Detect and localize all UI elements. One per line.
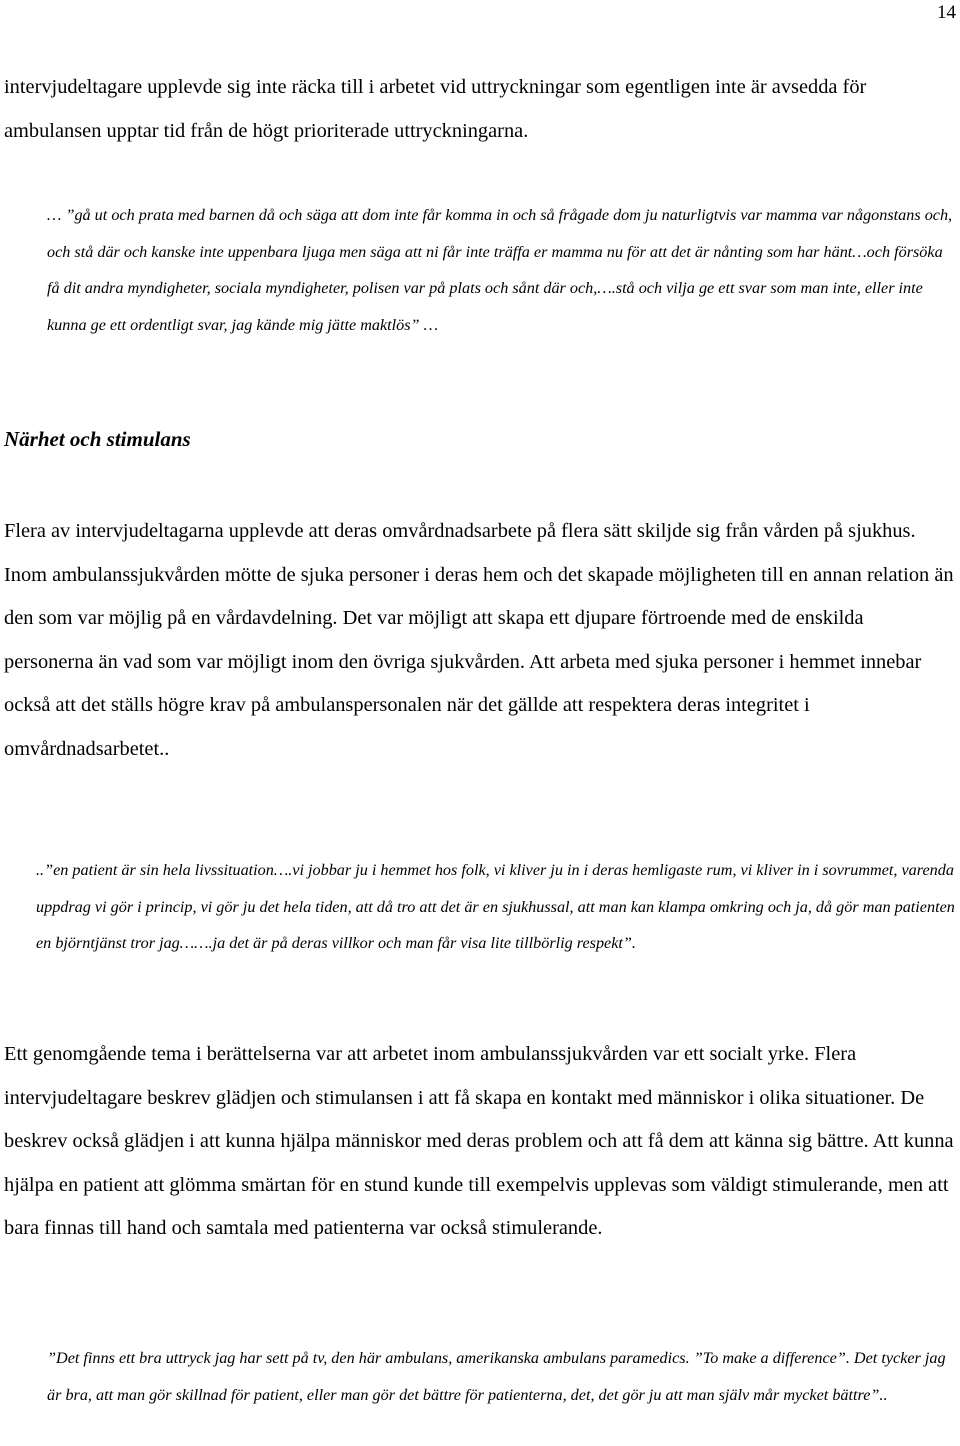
body-paragraph-1: Flera av intervjudeltagarna upplevde att deras omvårdnadsarbete på flera sätt skiljde sig från vården på sjukhus. Inom ambulanssjukvården mötte de sjuka personer i deras hem och det skapade möjligheten till en annan relation än den som var möjlig på en vårdavdelning. Det var möjligt att skapa ett djupare förtroende med de enskilda personerna än vad som var möjligt inom den övriga sjukvården. Att arbeta med sjuka personer i hemmet innebar också att det ställs högre krav på ambulanspersonalen när det gällde att respektera deras integritet i omvårdnadsarbetet..: [4, 520, 954, 760]
quote-2-lead: ..: [36, 861, 45, 879]
page-number: 14: [937, 2, 956, 23]
intro-paragraph: intervjudeltagare upplevde sig inte räcka till i arbetet vid uttryckningar som egentligen inte är avsedda för ambulansen upptar tid från de högt prioriterade uttryckningarna.: [4, 76, 867, 142]
body-paragraph-2: Ett genomgående tema i berättelserna var att arbetet inom ambulanssjukvården var ett socialt yrke. Flera intervjudeltagare beskrev glädjen och stimulansen i att få skapa en kontakt med människor i olika situationer. De beskrev också glädjen i att kunna hjälpa människor med deras problem och att få dem att känna sig bättre. Att kunna hjälpa en patient att glömma smärtan för en stund kunde till exempelvis upplevas som väldigt stimulerande, men att bara finnas till hand och samtala med patienterna var också stimulerande.: [4, 1043, 954, 1239]
interview-quote-2: [36, 852, 959, 962]
interview-quote-1: … ”gå ut och prata med barnen då och säga att dom inte får komma in och så frågade dom ju naturligtvis var mamma var någonstans och, och stå där och kanske inte uppenbara ljuga men säga att ni får inte träffa er mamma nu för att det är nånting som har hänt…och försöka få dit andra myndigheter, sociala myndigheter, polisen var på plats och sånt där och,….stå och vilja ge ett svar som man inte, eller inte kunna ge ett ordentligt svar, jag kände mig jätte maktlös” …: [47, 206, 953, 334]
interview-quote-3: ”Det finns ett bra uttryck jag har sett på tv, den här ambulans, amerikanska ambulans paramedics. ”To make a difference”. Det tycker jag är bra, att man gör skillnad för patient, eller man gör det bättre för patienterna, det, det gör ju att man själv mår mycket bättre”..: [47, 1349, 946, 1404]
quote-2-text: ”en patient är sin hela livssituation….vi jobbar ju i hemmet hos folk, vi kliver ju in i deras hemligaste rum, vi kliver in i sovrummet, varenda uppdrag vi gör i princip, vi gör ju det hela tiden, att då tro att det är en sjukhussal, att man kan klampa omkring och ja, då gör man patienten en björntjänst tror jag…….ja det är på deras villkor och man får visa lite tillbörlig respekt”.: [36, 861, 955, 952]
section-heading: Närhet och stimulans: [4, 427, 191, 451]
